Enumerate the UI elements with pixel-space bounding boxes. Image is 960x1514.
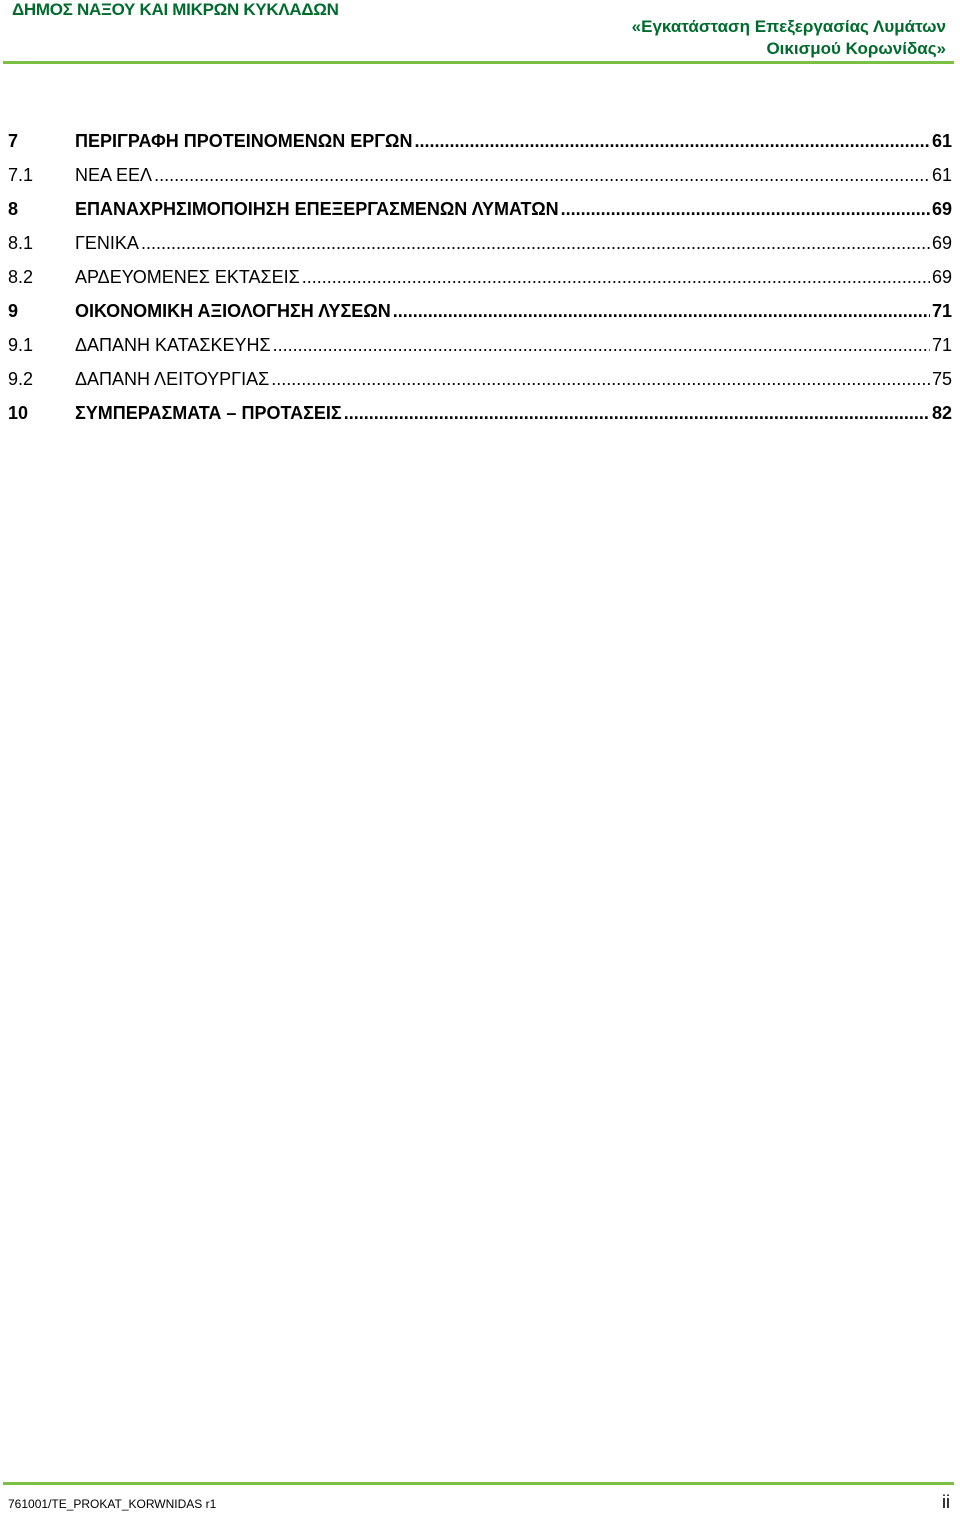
toc-entry[interactable] xyxy=(0,362,960,396)
toc-entry-number: 9.1 xyxy=(8,334,34,355)
toc-entry-title: ΣΥΜΠΕΡΑΣΜΑΤΑ – ΠΡΟΤΑΣΕΙΣ xyxy=(75,402,342,423)
toc-leader-dots xyxy=(302,267,930,288)
toc-entry-title: ΓΕΝΙΚΑ xyxy=(75,232,139,253)
toc-entry-title: ΝΕΑ ΕΕΛ xyxy=(75,164,153,185)
toc-entry-page: 82 xyxy=(931,402,952,423)
footer-divider xyxy=(3,1482,954,1485)
toc-entry[interactable] xyxy=(0,124,960,158)
toc-entry-page: 71 xyxy=(931,334,952,355)
toc-entry-number: 8 xyxy=(8,198,19,219)
toc-entry-title: ΟΙΚΟΝΟΜΙΚΗ ΑΞΙΟΛΟΓΗΣΗ ΛΥΣΕΩΝ xyxy=(75,300,391,321)
toc-leader-dots xyxy=(154,165,930,186)
table-of-contents xyxy=(0,124,960,430)
toc-entry-title: ΕΠΑΝΑΧΡΗΣΙΜΟΠΟΙΗΣΗ ΕΠΕΞΕΡΓΑΣΜΕΝΩΝ ΛΥΜΑΤΩΝ xyxy=(75,198,559,219)
header-project-title xyxy=(632,16,946,60)
toc-entry-title: ΔΑΠΑΝΗ ΚΑΤΑΣΚΕΥΗΣ xyxy=(75,334,271,355)
header-project-title-line2: Οικισμού Κορωνίδας» xyxy=(766,39,946,58)
footer-document-code: 761001/TE_PROKAT_KORWNIDAS r1 xyxy=(8,1497,217,1511)
toc-entry-number: 8.1 xyxy=(8,232,34,253)
toc-entry-number: 7 xyxy=(8,130,19,151)
toc-entry-page: 61 xyxy=(931,164,952,185)
toc-leader-dots xyxy=(273,335,930,356)
toc-entry-page: 71 xyxy=(931,300,952,321)
toc-entry-page: 69 xyxy=(931,232,952,253)
toc-leader-dots xyxy=(393,301,930,322)
toc-entry-number: 9.2 xyxy=(8,368,34,389)
toc-entry[interactable] xyxy=(0,226,960,260)
header-project-title-line1: «Εγκατάσταση Επεξεργασίας Λυμάτων xyxy=(631,17,946,36)
toc-entry-title: ΑΡΔΕΥΟΜΕΝΕΣ ΕΚΤΑΣΕΙΣ xyxy=(75,266,300,287)
header-divider xyxy=(3,61,954,64)
toc-entry-page: 75 xyxy=(931,368,952,389)
toc-entry-title: ΔΑΠΑΝΗ ΛΕΙΤΟΥΡΓΙΑΣ xyxy=(75,368,270,389)
toc-entry-number: 8.2 xyxy=(8,266,34,287)
toc-leader-dots xyxy=(415,131,930,152)
toc-entry-title: ΠΕΡΙΓΡΑΦΗ ΠΡΟΤΕΙΝΟΜΕΝΩΝ ΕΡΓΩΝ xyxy=(75,130,413,151)
toc-leader-dots xyxy=(271,369,930,390)
toc-leader-dots xyxy=(344,403,930,424)
toc-entry[interactable] xyxy=(0,396,960,430)
toc-entry[interactable] xyxy=(0,158,960,192)
toc-leader-dots xyxy=(141,233,930,254)
toc-entry-page: 69 xyxy=(931,198,952,219)
toc-entry[interactable] xyxy=(0,328,960,362)
toc-leader-dots xyxy=(561,199,930,220)
footer-page-number: ii xyxy=(942,1492,950,1512)
toc-entry-page: 61 xyxy=(931,130,952,151)
header-organization: ΔΗΜΟΣ ΝΑΞΟΥ ΚΑΙ ΜΙΚΡΩΝ ΚΥΚΛΑΔΩΝ xyxy=(12,0,339,19)
toc-entry-page: 69 xyxy=(931,266,952,287)
toc-entry[interactable] xyxy=(0,192,960,226)
page-header xyxy=(0,0,960,64)
toc-entry-number: 10 xyxy=(8,402,29,423)
toc-entry-number: 7.1 xyxy=(8,164,34,185)
toc-entry-number: 9 xyxy=(8,300,19,321)
toc-entry[interactable] xyxy=(0,294,960,328)
toc-entry[interactable] xyxy=(0,260,960,294)
